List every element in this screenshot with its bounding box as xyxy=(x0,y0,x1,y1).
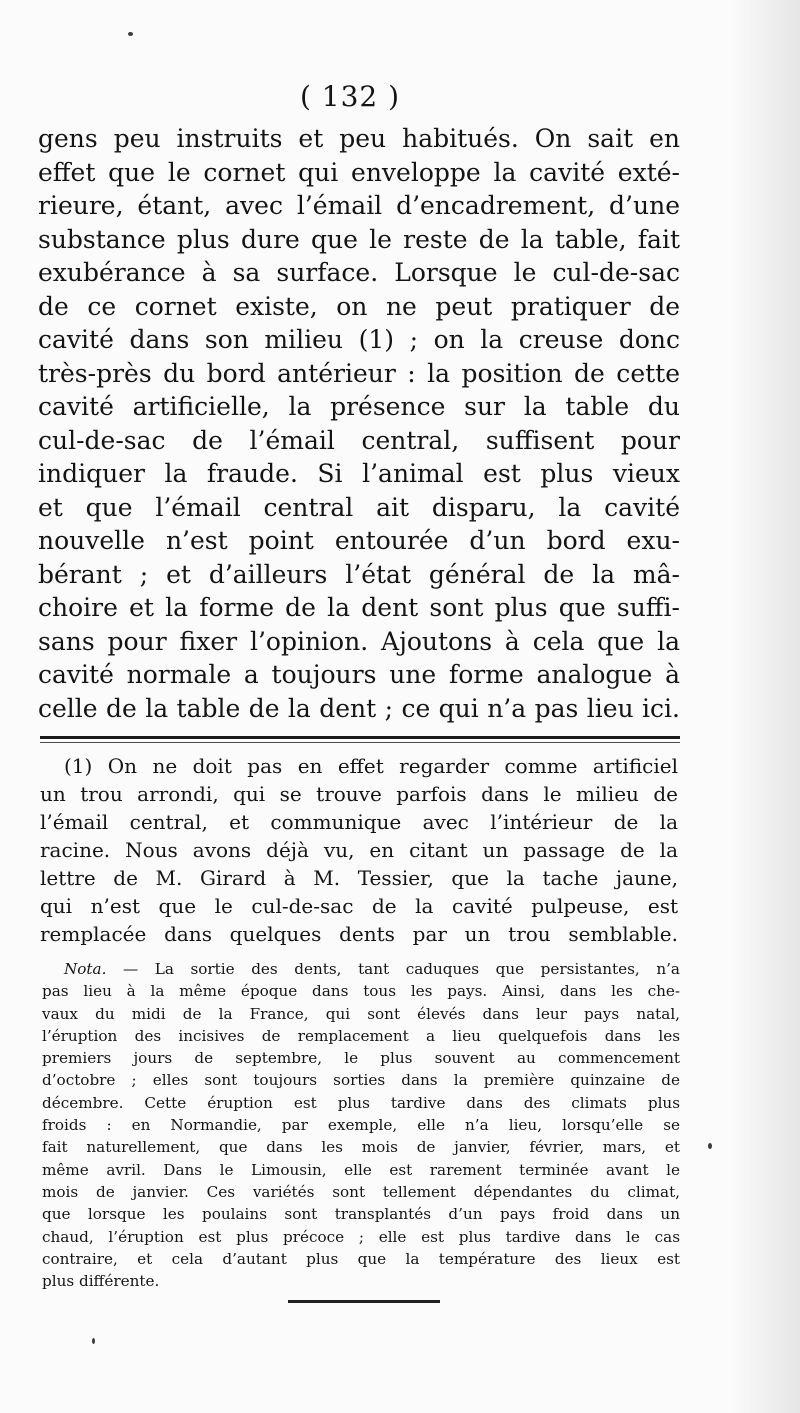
ink-speck xyxy=(708,1143,712,1149)
footnote-line: lettre de M. Girard à M. Tessier, que la tache jaune, xyxy=(40,866,678,890)
text-line: choire et la forme de la dent sont plus que suffi- xyxy=(38,593,680,622)
nota-line: l’éruption des incisives de remplacement a lieu quelquefois dans les xyxy=(42,1026,680,1045)
text-line: très-près du bord antérieur : la position de cette xyxy=(38,358,680,388)
nota-line: vaux du midi de la France, qui sont élevés dans leur pays natal, xyxy=(42,1004,680,1023)
nota-line: froids : en Normandie, par exemple, elle n’a lieu, lorsqu’elle se xyxy=(42,1116,680,1135)
nota-line: premiers jours de septembre, le plus souvent au commencement xyxy=(42,1049,680,1068)
nota-line: mois de janvier. Ces variétés sont tellement dépendantes du climat, xyxy=(42,1182,680,1201)
nota-first-line xyxy=(42,958,680,980)
footnote-separator-rule xyxy=(40,736,680,739)
footnote-separator-thin-rule xyxy=(40,742,680,743)
footnote-line: l’émail central, et communique avec l’intérieur de la xyxy=(40,810,678,834)
footnote-line: racine. Nous avons déjà vu, en citant un passage de la xyxy=(40,838,678,862)
text-line: sans pour fixer l’opinion. Ajoutons à cela que la xyxy=(38,626,680,656)
text-line: celle de la table de la dent ; ce qui n’a pas lieu ici. xyxy=(38,693,680,723)
nota-line: même avril. Dans le Limousin, elle est rarement terminée avant le xyxy=(42,1160,680,1179)
ink-speck xyxy=(128,32,133,36)
nota-label: Nota. xyxy=(64,960,107,978)
footnote-line: qui n’est que le cul-de-sac de la cavité pulpeuse, est xyxy=(40,894,678,918)
nota-block xyxy=(42,958,680,1292)
text-line: exubérance à sa surface. Lorsque le cul-de-sac xyxy=(38,258,680,287)
text-line: cul-de-sac de l’émail central, suffisent pour xyxy=(38,425,680,455)
page-number: ( 132 ) xyxy=(299,80,401,113)
footnote-line: un trou arrondi, qui se trouve parfois dans le milieu de xyxy=(40,782,678,806)
text-line: gens peu instruits et peu habitués. On sait en xyxy=(38,124,680,153)
ink-speck xyxy=(92,1338,95,1344)
nota-line: fait naturellement, que dans les mois de janvier, février, mars, et xyxy=(42,1138,680,1157)
text-line: cavité normale a toujours une forme analogue à xyxy=(38,660,680,689)
main-text-block xyxy=(38,122,680,725)
text-line: nouvelle n’est point entourée d’un bord exu- xyxy=(38,526,680,555)
text-line: effet que le cornet qui enveloppe la cavité exté- xyxy=(38,157,680,187)
footnote-block xyxy=(40,752,678,948)
nota-line: contraire, et cela d’autant plus que la température des lieux est xyxy=(42,1249,680,1268)
nota-line: chaud, l’éruption est plus précoce ; elle est plus tardive dans le cas xyxy=(42,1227,680,1246)
text-line: de ce cornet existe, on ne peut pratiquer de xyxy=(38,291,680,321)
nota-line: pas lieu à la même époque dans tous les pays. Ainsi, dans les che- xyxy=(42,982,680,1001)
page-edge-shadow xyxy=(730,0,800,1413)
text-line: cavité artificielle, la présence sur la table du xyxy=(38,392,680,421)
text-line: rieure, étant, avec l’émail d’encadrement, d’une xyxy=(38,191,680,220)
text-line: cavité dans son milieu (1) ; on la creuse donc xyxy=(38,325,680,354)
footnote-line: remplacée dans quelques dents par un trou semblable. xyxy=(40,922,678,946)
nota-first-line-text: — La sortie des dents, tant caduques que persistantes, n’a xyxy=(106,960,680,978)
footnote-line: (1) On ne doit pas en effet regarder comme artificiel xyxy=(64,754,678,778)
text-line: indiquer la fraude. Si l’animal est plus vieux xyxy=(38,459,680,488)
text-line: bérant ; et d’ailleurs l’état général de la mâ- xyxy=(38,559,680,589)
nota-line: décembre. Cette éruption est plus tardive dans des climats plus xyxy=(42,1093,680,1112)
end-rule xyxy=(288,1300,440,1303)
nota-line: d’octobre ; elles sont toujours sorties dans la première quinzaine de xyxy=(42,1071,680,1090)
nota-line: que lorsque les poulains sont transplantés d’un pays froid dans un xyxy=(42,1205,680,1224)
text-line: et que l’émail central ait disparu, la cavité xyxy=(38,492,680,522)
text-line: substance plus dure que le reste de la table, fait xyxy=(38,224,680,254)
nota-line: plus différente. xyxy=(42,1272,160,1291)
